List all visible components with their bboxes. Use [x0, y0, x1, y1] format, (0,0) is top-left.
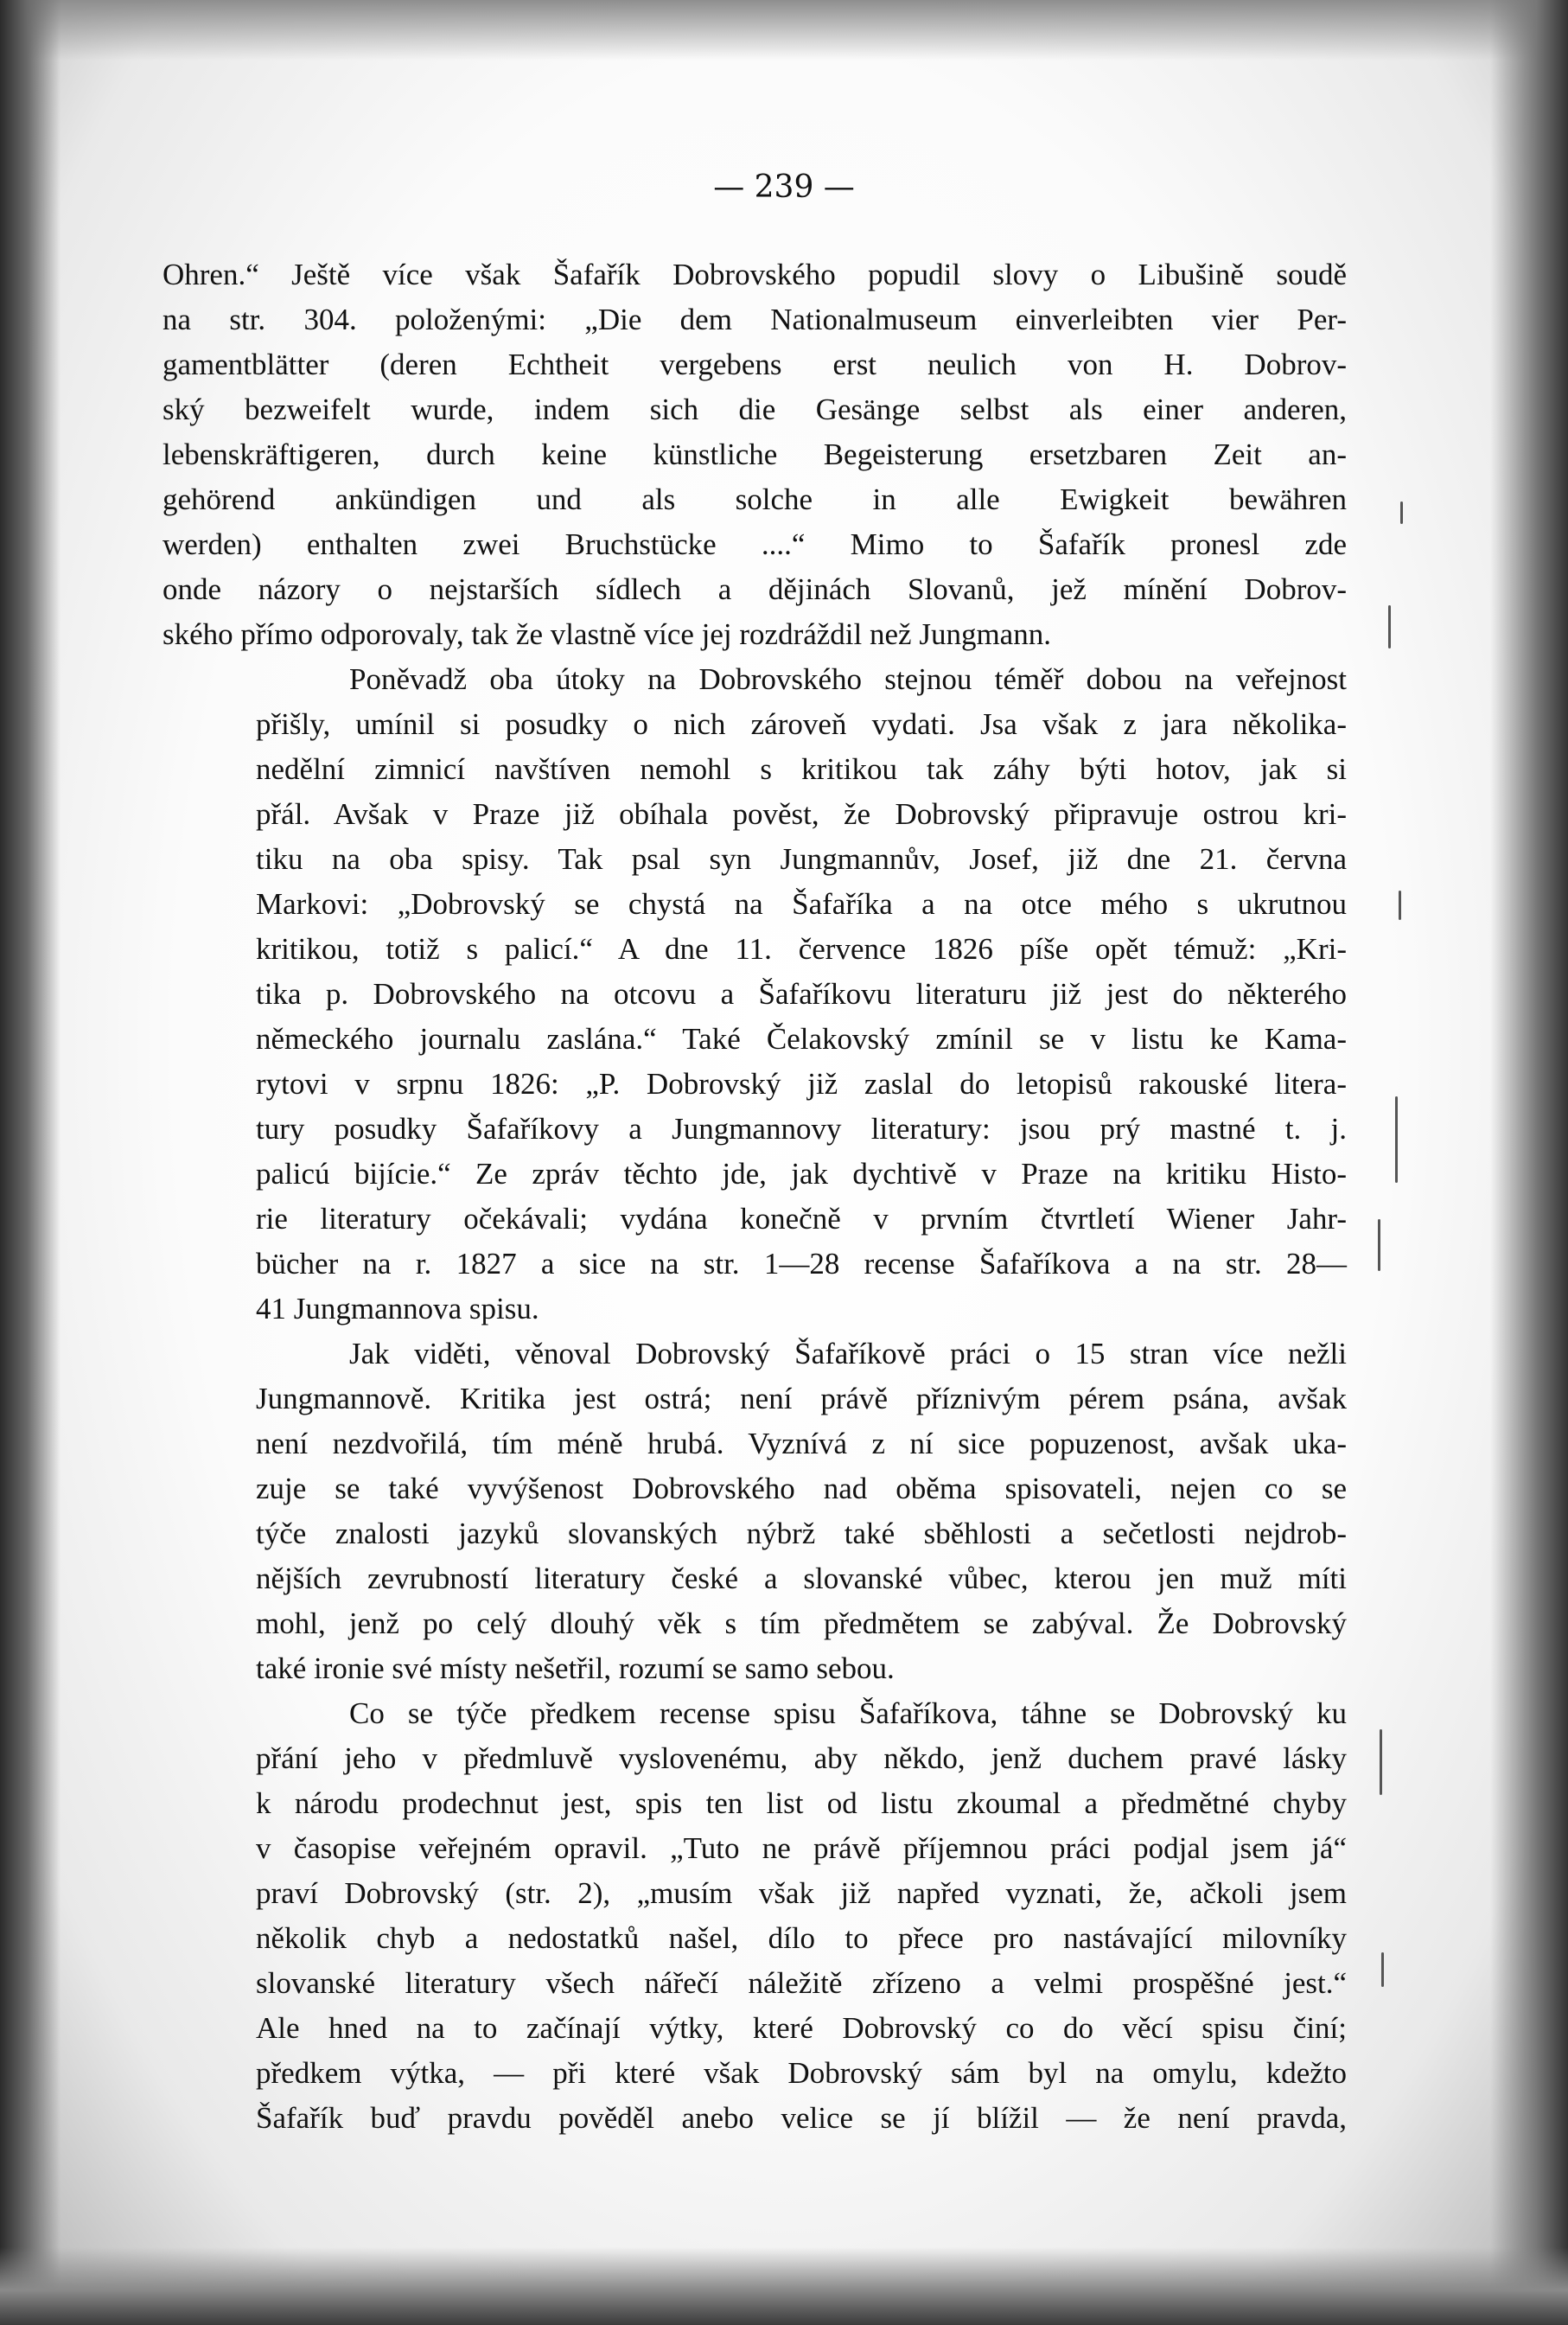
text-line: německého journalu zaslána.“ Také Čelakovský zmínil se v listu ke Kama- — [256, 1022, 1347, 1056]
margin-mark — [1378, 1219, 1380, 1271]
text-line: na str. 304. položenými: „Die dem Nationalmuseum einverleibten vier Per- — [163, 303, 1347, 336]
page-shadow-top — [0, 0, 1568, 61]
text-line: přišly, umínil si posudky o nich zároveň vydati. Jsa však z jara několika- — [256, 707, 1347, 741]
text-line: přání jeho v předmluvě vyslovenému, aby někdo, jenž duchem pravé lásky — [256, 1741, 1347, 1775]
text-line: přál. Avšak v Praze již obíhala pověst, že Dobrovský připravuje ostrou kri- — [256, 797, 1347, 831]
text-line: 41 Jungmannova spisu. — [256, 1292, 539, 1325]
body-text — [163, 252, 1347, 2141]
text-line: týče znalosti jazyků slovanských nýbrž také sběhlosti a sečetlosti nejdrob- — [256, 1517, 1347, 1550]
margin-mark — [1399, 891, 1401, 920]
text-line: tury posudky Šafaříkovy a Jungmannovy literatury: jsou prý mastné t. j. — [256, 1112, 1347, 1146]
text-line: rytovi v srpnu 1826: „P. Dobrovský již zaslal do letopisů rakouské litera- — [256, 1067, 1347, 1101]
text-line: Šafařík buď pravdu pověděl anebo velice se jí blížil — že není pravda, — [256, 2101, 1347, 2135]
margin-mark — [1395, 1096, 1398, 1183]
text-line: mohl, jenž po celý dlouhý věk s tím předmětem se zabýval. Že Dobrovský — [256, 1606, 1347, 1640]
margin-mark — [1381, 1952, 1384, 1987]
text-line: slovanské literatury všech nářečí náležitě zřízeno a velmi prospěšné jest.“ — [256, 1966, 1347, 2000]
text-line: lebenskräftigeren, durch keine künstliche Begeisterung ersetzbaren Zeit an- — [163, 438, 1347, 471]
text-line: k národu prodechnut jest, spis ten list od listu zkoumal a předmětné chyby — [256, 1786, 1347, 1820]
text-line: předkem výtka, — při které však Dobrovský sám byl na omylu, kdežto — [256, 2056, 1347, 2090]
page-shadow-left — [0, 0, 61, 2325]
text-line: onde názory o nejstarších sídlech a dějinách Slovanů, jež mínění Dobrov- — [163, 572, 1347, 606]
text-line: tiku na oba spisy. Tak psal syn Jungmannův, Josef, již dne 21. června — [256, 842, 1347, 876]
text-line: tika p. Dobrovského na otcovu a Šafaříkovu literaturu již jest do některého — [256, 977, 1347, 1011]
text-line: Ale hned na to začínají výtky, které Dobrovský co do věcí spisu činí; — [256, 2011, 1347, 2045]
text-line: Poněvadž oba útoky na Dobrovského stejnou téměř dobou na veřejnost — [349, 662, 1347, 696]
margin-mark — [1380, 1729, 1382, 1795]
text-line: v časopise veřejném opravil. „Tuto ne právě příjemnou práci podjal jsem já“ — [256, 1831, 1347, 1865]
page-shadow-right — [1490, 0, 1568, 2325]
text-line: také ironie své místy nešetřil, rozumí se samo sebou. — [256, 1651, 895, 1685]
text-line: Jak viděti, věnoval Dobrovský Šafaříkově práci o 15 stran více nežli — [349, 1337, 1347, 1370]
text-line: werden) enthalten zwei Bruchstücke ....“ Mimo to Šafařík pronesl zde — [163, 527, 1347, 561]
text-line: praví Dobrovský (str. 2), „musím však již napřed vyznati, že, ačkoli jsem — [256, 1876, 1347, 1910]
text-line: Co se týče předkem recense spisu Šafaříkova, táhne se Dobrovský ku — [349, 1696, 1347, 1730]
text-line: Jungmannově. Kritika jest ostrá; není právě příznivým pérem psána, avšak — [256, 1382, 1347, 1415]
paragraph-2 — [163, 657, 1347, 1332]
text-line: gamentblätter (deren Echtheit vergebens erst neulich von H. Dobrov- — [163, 348, 1347, 381]
margin-mark — [1400, 501, 1403, 524]
text-line: Markovi: „Dobrovský se chystá na Šafaříka a na otce mého s ukrutnou — [256, 887, 1347, 921]
page-shadow-bottom — [0, 2247, 1568, 2325]
text-line: několik chyb a nedostatků našel, dílo to přece pro nastávající milovníky — [256, 1921, 1347, 1955]
text-line: Ohren.“ Ještě více však Šafařík Dobrovského popudil slovy o Libušině soudě — [163, 258, 1347, 291]
text-line: nějších zevrubností literatury české a slovanské vůbec, kterou jen muž míti — [256, 1562, 1347, 1595]
text-line: není nezdvořilá, tím méně hrubá. Vyznívá z ní sice popuzenost, avšak uka- — [256, 1427, 1347, 1460]
text-line: zuje se také vyvýšenost Dobrovského nad oběma spisovateli, nejen co se — [256, 1472, 1347, 1505]
page-number: — 239 — — [713, 169, 855, 205]
text-line: kritikou, totiž s palicí.“ A dne 11. července 1826 píše opět témuž: „Kri- — [256, 932, 1347, 966]
paragraph-1 — [163, 252, 1347, 657]
text-line: nedělní zimnicí navštíven nemohl s kritikou tak záhy býti hotov, jak si — [256, 752, 1347, 786]
text-line: ský bezweifelt wurde, indem sich die Gesänge selbst als einer anderen, — [163, 393, 1347, 426]
text-line: gehörend ankündigen und als solche in alle Ewigkeit bewähren — [163, 482, 1347, 516]
paragraph-3 — [163, 1332, 1347, 1691]
text-line: palicú bijície.“ Ze zpráv těchto jde, jak dychtivě v Praze na kritiku Histo- — [256, 1157, 1347, 1191]
text-line: bücher na r. 1827 a sice na str. 1—28 recense Šafaříkova a na str. 28— — [256, 1247, 1347, 1281]
margin-mark — [1388, 605, 1391, 648]
text-line: rie literatury očekávali; vydána konečně v prvním čtvrtletí Wiener Jahr- — [256, 1202, 1347, 1236]
text-line: ského přímo odporovaly, tak že vlastně více jej rozdráždil než Jungmann. — [163, 617, 1051, 651]
paragraph-4 — [163, 1691, 1347, 2141]
